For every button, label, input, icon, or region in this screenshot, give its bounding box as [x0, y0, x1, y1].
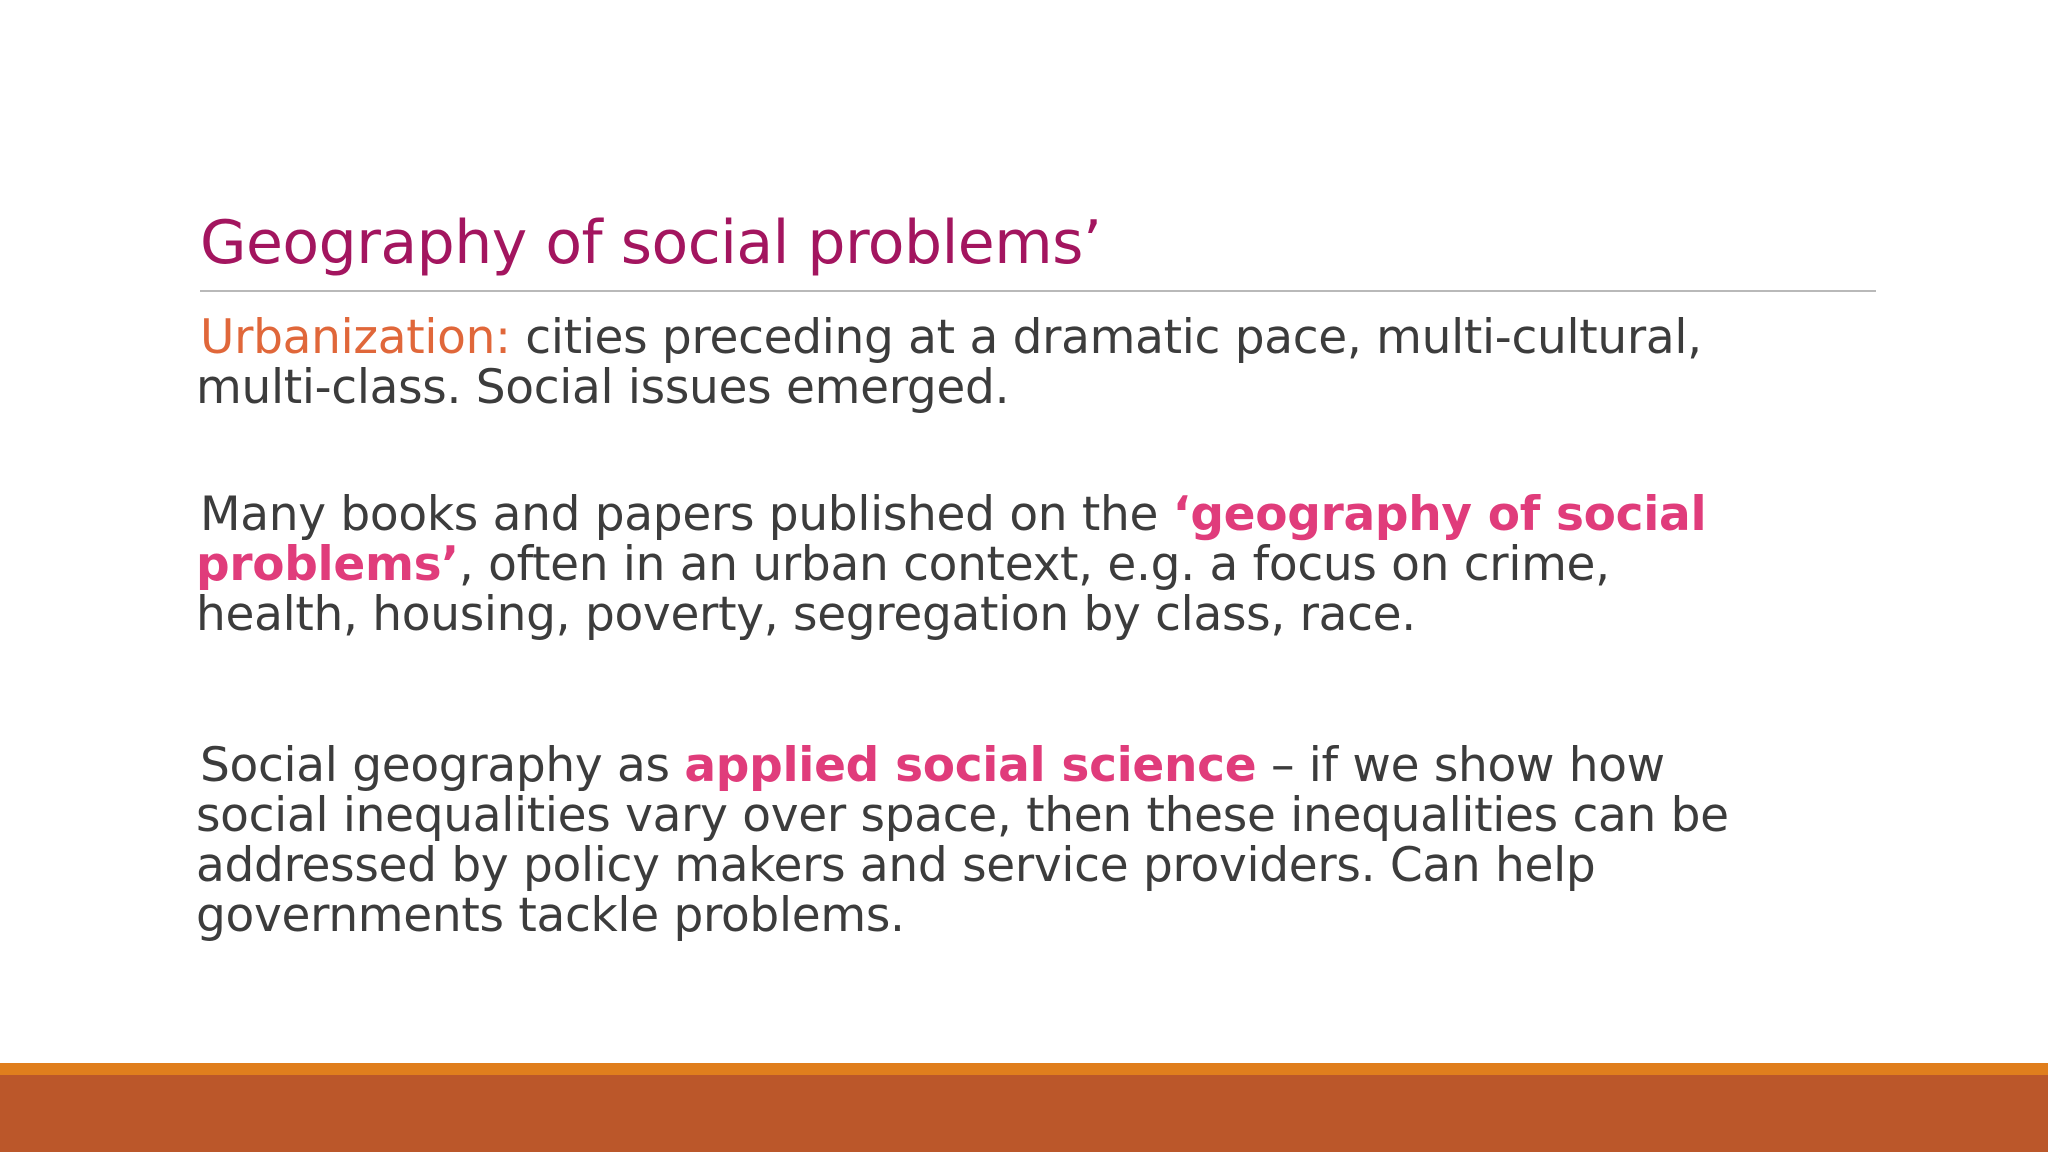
paragraph-text: Many books and papers published on the: [200, 487, 1173, 542]
emphasis-text: applied social science: [684, 738, 1257, 793]
emphasis-text: ‘geography of social: [1172, 487, 1707, 542]
paragraph-line: [196, 487, 1756, 542]
paragraph-text: , often in an urban context, e.g. a focus on crime,: [458, 537, 1610, 592]
paragraph-line: addressed by policy makers and service providers. Can help: [196, 838, 1596, 893]
urbanization-label: Urbanization:: [200, 310, 511, 365]
paragraph-text: Social geography as: [200, 738, 685, 793]
slide-title: Geography of social problems’: [200, 208, 1102, 278]
paragraph-line: [196, 310, 1756, 365]
emphasis-text: problems’: [196, 537, 459, 592]
paragraph-geography-social-problems: [196, 487, 1756, 642]
paragraph-text: – if we show how: [1256, 738, 1665, 793]
paragraph-line: [196, 738, 1756, 793]
paragraph-text: cities preceding at a dramatic pace, multi-cultural,: [510, 310, 1702, 365]
paragraph-line: governments tackle problems.: [196, 888, 905, 943]
paragraph-line: [196, 537, 1756, 592]
paragraph-urbanization: [196, 310, 1756, 415]
footer-accent-stripe: [0, 1063, 2048, 1075]
paragraph-applied-social-science: [196, 738, 1756, 943]
paragraph-line: multi-class. Social issues emerged.: [196, 360, 1010, 415]
paragraph-line: health, housing, poverty, segregation by class, race.: [196, 587, 1416, 642]
footer-band: [0, 1075, 2048, 1152]
title-divider: [200, 290, 1876, 292]
paragraph-line: social inequalities vary over space, then these inequalities can be: [196, 788, 1729, 843]
